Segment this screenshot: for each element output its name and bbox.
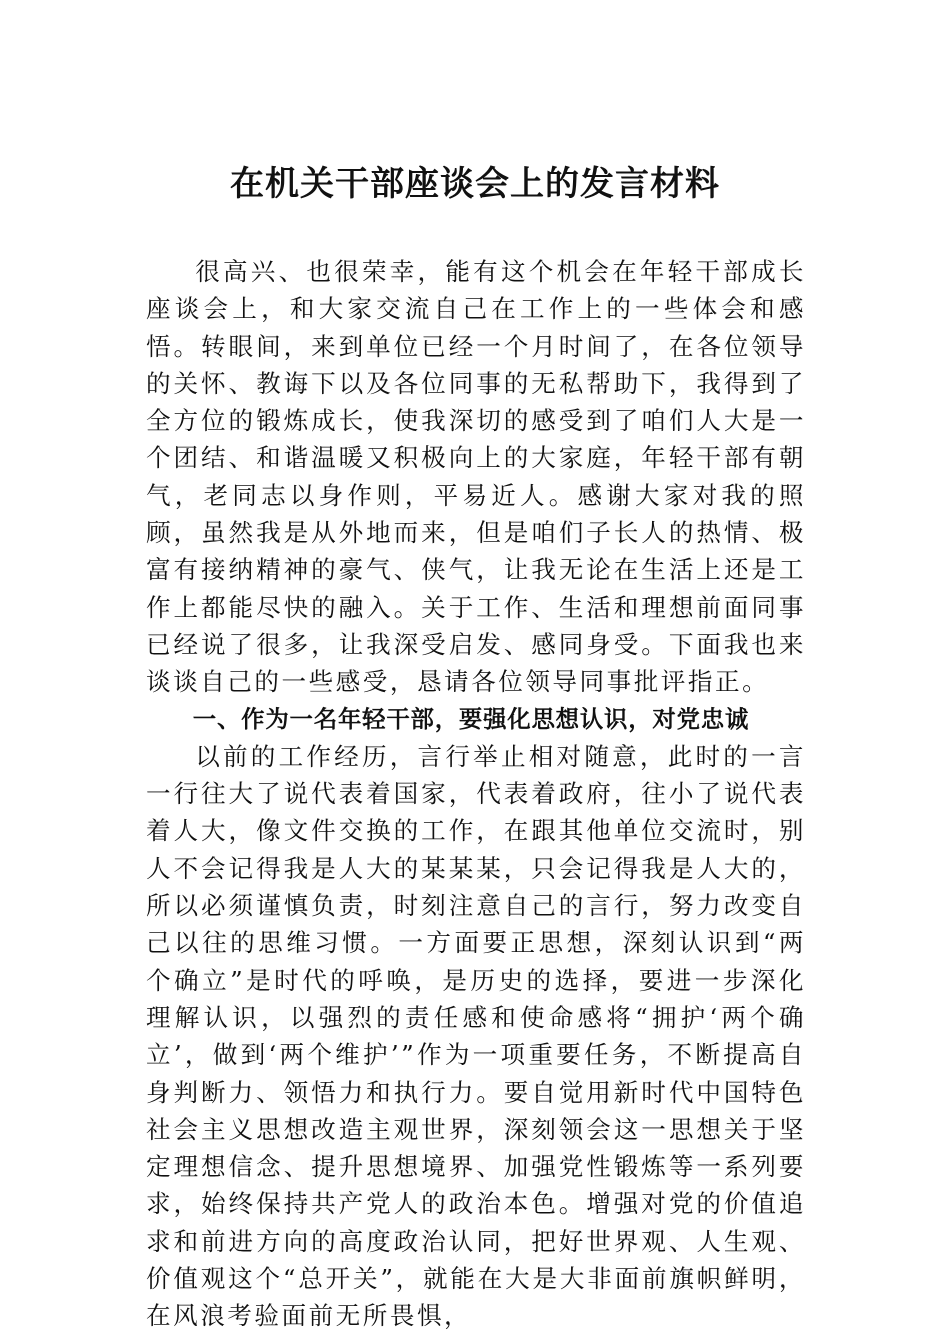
document-title: 在机关干部座谈会上的发言材料 xyxy=(230,164,720,204)
section-paragraph: 以前的工作经历，言行举止相对随意，此时的一言一行往大了说代表着国家，代表着政府，往小了说代表着人大，像文件交换的工作，在跟其他单位交流时，别人不会记得我是人大的某某某，只会记得我是人大的，所以必须谨慎负责，时刻注意自己的言行，努力改变自己以往的思维习惯。一方面要正思想，深刻认识到“两个确立”是时代的呼唤，是历史的选择，要进一步深化理解认识，以强烈的责任感和使命感将“拥护‘两个确立’，做到‘两个维护’”作为一项重要任务，不断提高自身判断力、领悟力和执行力。要自觉用新时代中国特色社会主义思想改造主观世界，深刻领会这一思想关于坚定理想信念、提升思想境界、加强党性锻炼等一系列要求，始终保持共产党人的政治本色。增强对党的价值追求和前进方向的高度政治认同，把好世界观、人生观、价值观这个“总开关”，就能在大是大非面前旗帜鲜明，在风浪考验面前无所畏惧， xyxy=(146,741,806,1331)
intro-paragraph: 很高兴、也很荣幸，能有这个机会在年轻干部成长座谈会上，和大家交流自己在工作上的一些体会和感悟。转眼间，来到单位已经一个月时间了，在各位领导的关怀、教诲下以及各位同事的无私帮助下，我得到了全方位的锻炼成长，使我深切的感受到了咱们人大是一个团结、和谐温暖又积极向上的大家庭，年轻干部有朝气，老同志以身作则，平易近人。感谢大家对我的照顾，虽然我是从外地而来，但是咱们子长人的热情、极富有接纳精神的豪气、侠气，让我无论在生活上还是工作上都能尽快的融入。关于工作、生活和理想前面同事已经说了很多，让我深受启发、感同身受。下面我也来谈谈自己的一些感受，恳请各位领导同事批评指正。 xyxy=(146,257,806,697)
document-body xyxy=(146,253,806,1335)
section-heading: 一、作为一名年轻干部，要强化思想认识，对党忠诚 xyxy=(192,704,750,733)
